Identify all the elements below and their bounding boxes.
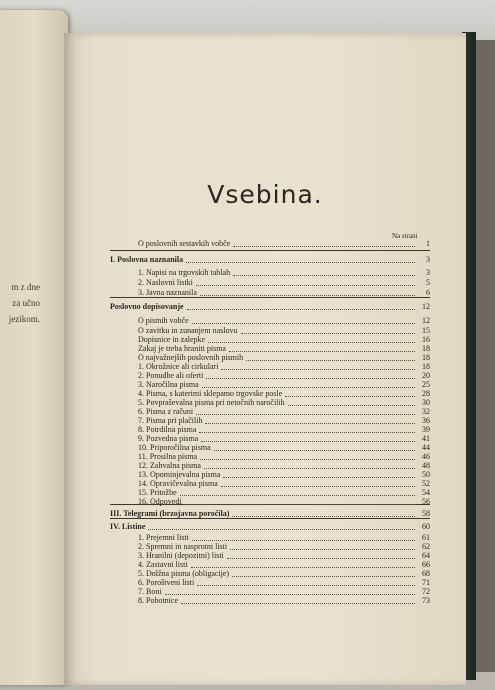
dot-leader [199, 432, 415, 433]
toc-entry-label: 6. Pisma z računi [138, 407, 194, 416]
toc-entry-label: O najvažnejših poslovnih pismih [138, 353, 244, 362]
toc-page-number: 28 [422, 389, 430, 398]
toc-entry-label: III. Telegrami (brzojavna poročila) [110, 509, 230, 518]
dot-leader [208, 342, 415, 343]
toc-page-number: 64 [422, 551, 430, 560]
toc-page-number: 3 [426, 268, 430, 277]
dot-leader [230, 549, 415, 550]
toc-entry-label: Zakaj je treba hraniti pisma [138, 344, 226, 353]
toc-page-number: 52 [422, 479, 430, 488]
dot-leader [192, 323, 415, 324]
toc-entry-label: 1. Prejemni listi [138, 533, 189, 542]
dot-leader [221, 486, 415, 487]
toc-page-number: 16 [422, 335, 430, 344]
toc-entry-label: 3. Javna naznanila [138, 288, 197, 297]
toc-page-number: 1 [426, 239, 430, 248]
toc-section-heading [110, 302, 430, 312]
toc-entry [138, 239, 430, 249]
toc-page-number: 36 [422, 416, 430, 425]
toc-page-number: 41 [422, 434, 430, 443]
toc-page-number: 12 [422, 316, 430, 325]
toc-entry-label: 6. Poroštveni listi [138, 578, 195, 587]
dot-leader [148, 529, 415, 530]
toc-page-number: 20 [422, 371, 430, 380]
toc-page-number: 32 [422, 407, 430, 416]
dot-leader [186, 262, 415, 263]
toc-entry-label: 7. Boni [138, 587, 162, 596]
toc-entry [138, 288, 430, 298]
toc-section-heading [110, 522, 430, 532]
dot-leader [192, 540, 415, 541]
dot-leader [285, 396, 415, 397]
toc-entry-label: 5. Povpraševalna pisma pri netočnih naročilih [138, 398, 285, 407]
dot-leader [191, 567, 415, 568]
dot-leader [185, 504, 415, 505]
toc-entry-label: 16. Odpovedi [138, 497, 182, 506]
dot-leader [233, 275, 415, 276]
toc-page-number: 3 [426, 255, 430, 264]
dot-leader [205, 423, 415, 424]
toc-entry-label: Poslovno dopisovanje [110, 302, 184, 311]
toc-page-number: 72 [422, 587, 430, 596]
toc-page-number: 61 [422, 533, 430, 542]
dot-leader [229, 351, 415, 352]
toc-page-number: 6 [426, 288, 430, 297]
left-page-line: m z dne [11, 282, 40, 292]
toc-page-number: 15 [422, 326, 430, 335]
dot-leader [180, 495, 415, 496]
dot-leader [181, 603, 415, 604]
dot-leader [206, 378, 415, 379]
left-page [0, 10, 68, 685]
toc-page-number: 18 [422, 353, 430, 362]
toc-entry-label: 1. Napisi na trgovskih tablah [138, 268, 231, 277]
toc-entry-label: 7. Pisma pri plačilih [138, 416, 203, 425]
toc-entry-label: I. Poslovna naznanila [110, 255, 184, 264]
toc-entry-label: 4. Pisma, s katerimi sklepamo trgovske posle [138, 389, 283, 398]
dot-leader [232, 516, 415, 517]
toc-entry-label: 13. Opominjevalna pisma [138, 470, 221, 479]
toc-page-number: 54 [422, 488, 430, 497]
toc-entry-label: 11. Prosilna pisma [138, 452, 198, 461]
toc-entry [138, 268, 430, 278]
dot-leader [197, 585, 415, 586]
toc-page-number: 18 [422, 344, 430, 353]
toc-entry [138, 497, 430, 507]
dot-leader [202, 387, 415, 388]
toc-entry-label: 8. Pobotnice [138, 596, 178, 605]
toc-page-number: 71 [422, 578, 430, 587]
toc-entry-label: 10. Priporočilna pisma [138, 443, 211, 452]
toc-section-heading [110, 509, 430, 519]
toc-entry [138, 596, 430, 606]
dot-leader [204, 468, 415, 469]
toc-page-number: 5 [426, 278, 430, 287]
toc-page-number: 46 [422, 452, 430, 461]
toc-entry-label: 4. Zastavni listi [138, 560, 188, 569]
dot-leader [201, 441, 415, 442]
toc-entry-label: 2. Naslovni listki [138, 278, 193, 287]
toc-page-number: 12 [422, 302, 430, 311]
toc-page-number: 62 [422, 542, 430, 551]
dot-leader [200, 295, 415, 296]
toc-page-number: 66 [422, 560, 430, 569]
toc-entry-label: 15. Pritožbe [138, 488, 177, 497]
toc-page-number: 25 [422, 380, 430, 389]
page-column-header: Na strani [392, 232, 418, 240]
toc-entry-label: 1. Okrožnice ali cirkulari [138, 362, 219, 371]
dot-leader [233, 246, 415, 247]
toc-page-number: 56 [422, 497, 430, 506]
toc-entry-label: 5. Dolžna pisma (obligacije) [138, 569, 230, 578]
page-title: Vsebina. [207, 180, 323, 209]
toc-entry-label: 9. Pozvedna pisma [138, 434, 199, 443]
dot-leader [223, 477, 415, 478]
dot-leader [187, 309, 415, 310]
toc-entry-label: Dopisnice in zalepke [138, 335, 206, 344]
toc-page-number: 30 [422, 398, 430, 407]
dot-leader [165, 594, 415, 595]
section-divider [110, 250, 430, 251]
toc-entry-label: 14. Opravičevalna pisma [138, 479, 218, 488]
dot-leader [200, 459, 415, 460]
toc-entry-label: 2. Spremni in nasprotni listi [138, 542, 228, 551]
dot-leader [246, 360, 415, 361]
dot-leader [232, 576, 415, 577]
dot-leader [196, 285, 415, 286]
toc-page-number: 39 [422, 425, 430, 434]
toc-page-number: 44 [422, 443, 430, 452]
toc-entry-label: 3. Hranilni (depozitni) listi [138, 551, 224, 560]
toc-section-heading [110, 255, 430, 265]
toc-page-number: 73 [422, 596, 430, 605]
dot-leader [196, 414, 415, 415]
toc-entry-label: 12. Zahvalna pisma [138, 461, 201, 470]
toc-entry-label: 3. Naročilna pisma [138, 380, 199, 389]
toc-page-number: 18 [422, 362, 430, 371]
toc-page-number: 48 [422, 461, 430, 470]
toc-entry-label: O pismih vobče [138, 316, 189, 325]
dot-leader [241, 333, 415, 334]
dot-leader [214, 450, 415, 451]
left-page-line: za učno [12, 298, 40, 308]
toc-page-number: 68 [422, 569, 430, 578]
dot-leader [221, 369, 415, 370]
dot-leader [227, 558, 415, 559]
toc-entry-label: 8. Potrdilna pisma [138, 425, 197, 434]
toc-page-number: 50 [422, 470, 430, 479]
dot-leader [288, 405, 415, 406]
toc-entry-label: IV. Listine [110, 522, 146, 531]
toc-entry [138, 316, 430, 326]
toc-entry [138, 278, 430, 288]
toc-entry-label: O poslovnih sestavkih vobče [138, 239, 231, 248]
toc-entry-label: O zavitku in zunanjem naslovu [138, 326, 238, 335]
left-page-line: jezikom. [8, 314, 40, 324]
toc-entry-label: 2. Ponudbe ali oferti [138, 371, 204, 380]
toc-page-number: 58 [422, 509, 430, 518]
toc-page-number: 60 [422, 522, 430, 531]
